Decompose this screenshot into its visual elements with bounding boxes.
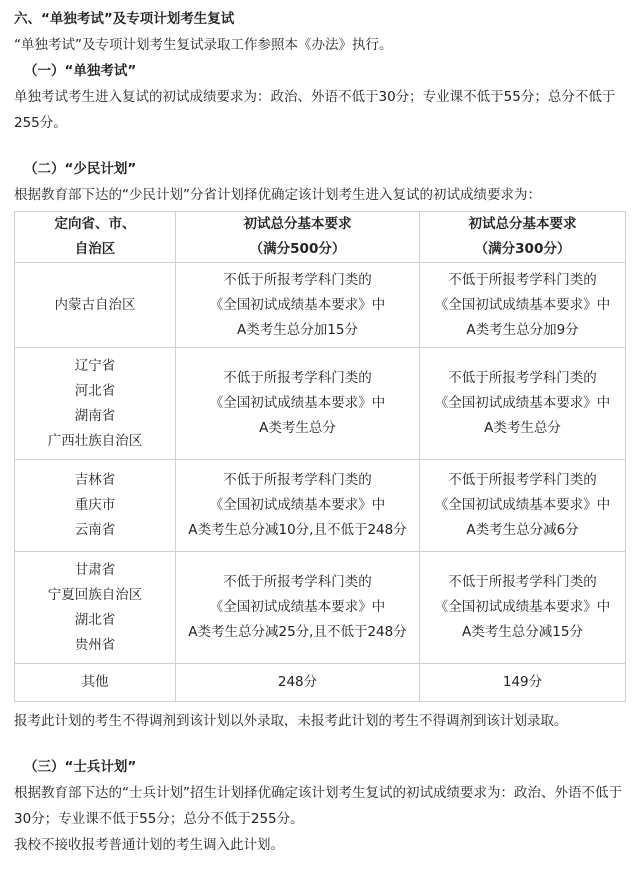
sub2-text: 根据教育部下达的“少民计划”分省计划择优确定该计划考生进入复试的初试成绩要求为： bbox=[14, 187, 541, 203]
region-cell: 吉林省 重庆市 云南省 bbox=[15, 460, 176, 552]
req300-cell: 不低于所报考学科门类的 《全国初试成绩基本要求》中 A类考生总分减6分 bbox=[420, 460, 626, 552]
sub2-heading: （二）“少民计划” bbox=[24, 161, 137, 177]
sub3-note: 我校不接收报考普通计划的考生调入此计划。 bbox=[14, 837, 284, 853]
header-500: 初试总分基本要求 （满分500分） bbox=[176, 212, 420, 263]
table-row bbox=[15, 263, 626, 348]
table-row bbox=[15, 664, 626, 702]
req500-cell: 不低于所报考学科门类的 《全国初试成绩基本要求》中 A类考生总分加15分 bbox=[176, 263, 420, 348]
sub1-heading: （一）“单独考试” bbox=[24, 63, 137, 79]
region-cell: 其他 bbox=[15, 664, 176, 702]
header-300: 初试总分基本要求 （满分300分） bbox=[420, 212, 626, 263]
sub2-note: 报考此计划的考生不得调剂到该计划以外录取，未报考此计划的考生不得调剂到该计划录取。 bbox=[14, 713, 568, 729]
req500-cell: 不低于所报考学科门类的 《全国初试成绩基本要求》中 A类考生总分 bbox=[176, 348, 420, 460]
req500-cell: 不低于所报考学科门类的 《全国初试成绩基本要求》中 A类考生总分减25分,且不低于248分 bbox=[176, 552, 420, 664]
table-row bbox=[15, 460, 626, 552]
sub3-heading: （三）“士兵计划” bbox=[24, 759, 137, 775]
region-cell: 甘肃省 宁夏回族自治区 湖北省 贵州省 bbox=[15, 552, 176, 664]
region-cell: 辽宁省 河北省 湖南省 广西壮族自治区 bbox=[15, 348, 176, 460]
req500-cell: 不低于所报考学科门类的 《全国初试成绩基本要求》中 A类考生总分减10分,且不低于248分 bbox=[176, 460, 420, 552]
header-region: 定向省、市、 自治区 bbox=[15, 212, 176, 263]
req500-cell: 248分 bbox=[176, 664, 420, 702]
section-heading: 六、“单独考试”及专项计划考生复试 bbox=[14, 11, 235, 27]
req300-cell: 不低于所报考学科门类的 《全国初试成绩基本要求》中 A类考生总分加9分 bbox=[420, 263, 626, 348]
sub3-text: 根据教育部下达的“士兵计划”招生计划择优确定该计划考生复试的初试成绩要求为：政治、外语不低于30分；专业课不低于55分；总分不低于255分。 bbox=[14, 785, 622, 827]
req300-cell: 149分 bbox=[420, 664, 626, 702]
req300-cell: 不低于所报考学科门类的 《全国初试成绩基本要求》中 A类考生总分 bbox=[420, 348, 626, 460]
region-cell: 内蒙古自治区 bbox=[15, 263, 176, 348]
shaomin-requirements-table bbox=[14, 211, 626, 702]
sub1-text: 单独考试考生进入复试的初试成绩要求为：政治、外语不低于30分；专业课不低于55分；总分不低于255分。 bbox=[14, 89, 616, 131]
table-row bbox=[15, 552, 626, 664]
intro-text: “单独考试”及专项计划考生复试录取工作参照本《办法》执行。 bbox=[14, 37, 393, 53]
table-row bbox=[15, 348, 626, 460]
req300-cell: 不低于所报考学科门类的 《全国初试成绩基本要求》中 A类考生总分减15分 bbox=[420, 552, 626, 664]
table-header-row bbox=[15, 212, 626, 263]
